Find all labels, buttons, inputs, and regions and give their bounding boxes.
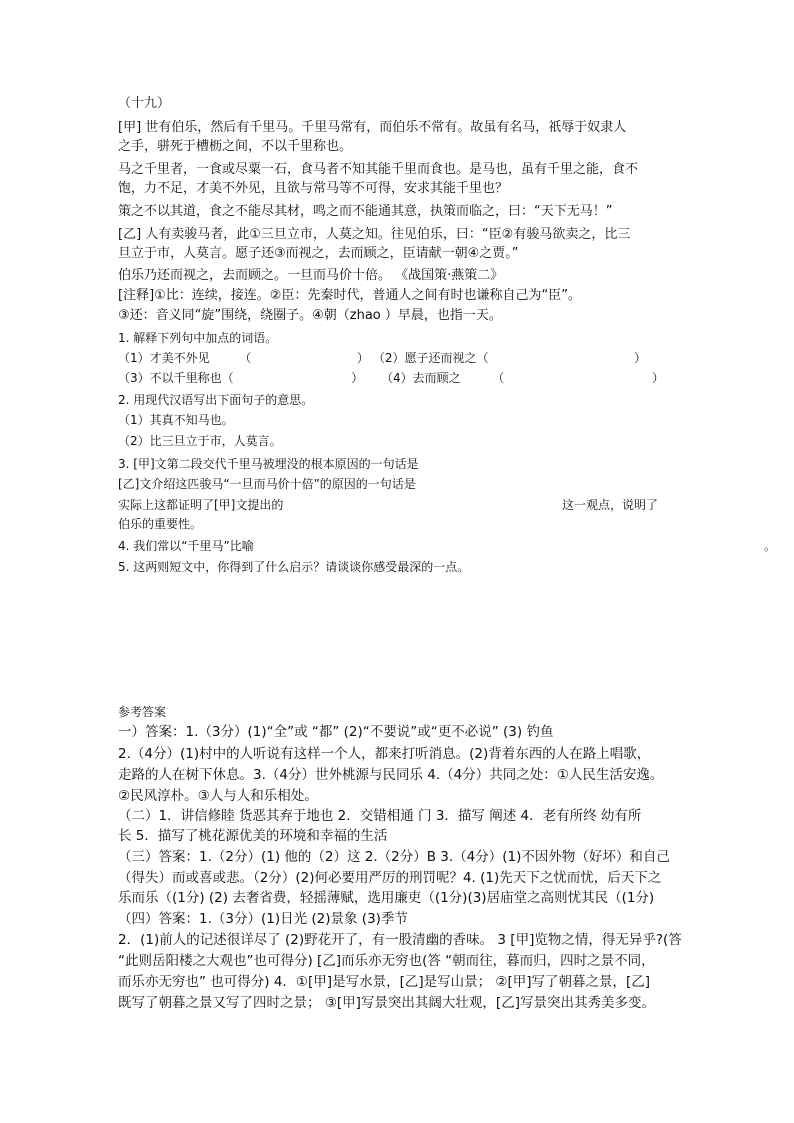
answer-line: （三）答案：1.（2分）(1) 他的（2）这 2.（2分）B 3.（4分）(1)不因外物（好坏）和自己 [118, 849, 670, 865]
passage-line: 伯乐乃还而视之，去而顾之。一旦而马价十倍。 《战国策·燕策二》 [118, 268, 504, 283]
question-2-item-2: （2）比三旦立于市，人莫言。 [118, 434, 282, 448]
passage-line: [甲] 世有伯乐，然后有千里马。千里马常有，而伯乐不常有。故虽有名马，祇辱于奴隶人 [118, 120, 627, 135]
paren-close: ） [356, 351, 369, 365]
passage-line: 饱，力不足，才美不外见，且欲与常马等不可得，安求其能千里也？ [118, 181, 509, 196]
question-1-row-2 [118, 368, 664, 388]
answer-line: 长 5．描写了桃花源优美的环境和幸福的生活 [118, 828, 388, 844]
question-3-line-4: 伯乐的重要性。 [118, 517, 203, 531]
question-1: 1. 解释下列句中加点的词语。 [118, 331, 278, 345]
question-1-item-4: （4）去而顾之 [380, 371, 461, 385]
paren-close: ） [634, 351, 647, 365]
passage-line: 之手，骈死于槽枥之间，不以千里称也。 [118, 139, 353, 154]
question-1-row-1 [118, 348, 646, 368]
annotation-line: ③还：音义同“旋”围绕，绕圈子。④朝（zhao ）早晨，也指一天。 [118, 308, 502, 323]
answer-line: 既写了朝暮之景又写了四时之景； ③[甲]写景突出其阔大壮观，[乙]写景突出其秀美多变。 [118, 995, 655, 1011]
answer-line: 一）答案：1.（3分）(1)“全”或 “都” (2)“不要说”或“更不必说” (3) 钓鱼 [118, 724, 554, 740]
answer-line: （得失）而或喜或悲。（2分）(2)何必要用严厉的刑罚呢？4. (1)先天下之忧而忧，后天下之 [118, 870, 662, 886]
question-3-line-2: [乙]文介绍这匹骏马“一旦而马价十倍”的原因的一句话是 [118, 477, 416, 491]
passage-line: 旦立于市，人莫言。愿子还③而视之，去而顾之，臣请献一朝④之贾。” [118, 246, 519, 261]
answers-title: 参考答案 [118, 705, 167, 719]
question-3: 3. [甲]文第二段交代千里马被埋没的根本原因的一句话是 [118, 457, 419, 471]
annotation-line: [注释]①比：连续，接连。②臣：先秦时代，普通人之间有时也谦称自己为“臣”。 [118, 288, 581, 303]
answer-line: “此则岳阳楼之大观也”也可得分) [乙]而乐亦无穷也(答 “朝而往，暮而归，四时之景不同， [118, 953, 655, 969]
passage-line: [乙] 人有卖骏马者，此①三旦立市，人莫之知。往见伯乐，曰：“臣②有骏马欲卖之，比三 [118, 227, 631, 242]
question-2-item-1: （1）其真不知马也。 [118, 413, 234, 427]
answer-line: 走路的人在树下休息。3.（4分）世外桃源与民同乐 4.（4分）共同之处：①人民生活安逸。 [118, 767, 664, 783]
paren-close: ） [351, 371, 364, 385]
question-1-item-3: （3）不以千里称也（ [118, 371, 234, 385]
question-2: 2. 用现代汉语写出下面句子的意思。 [118, 393, 314, 407]
question-5: 5. 这两则短文中，你得到了什么启示？请谈谈你感受最深的一点。 [118, 560, 470, 574]
question-4: 4. 我们常以“千里马”比喻 [118, 539, 254, 553]
paren-open: （ [492, 371, 505, 385]
answer-line: 乐而乐（(1分) (2) 去奢省费，轻摇薄赋，选用廉吏（(1分)(3)居庙堂之高则忧其民（(1分) [118, 890, 655, 906]
question-3-line-3: 实际上这都证明了[甲]文提出的 [118, 498, 284, 512]
section-number: （十九） [118, 96, 171, 111]
answer-line: ②民风淳朴。③人与人和乐相处。 [118, 788, 318, 804]
answer-line: 而乐亦无穷也” 也可得分) 4．①[甲]是写水景，[乙]是写山景； ②[甲]写了朝暮之景，[乙] [118, 974, 651, 990]
question-4-end: 。 [764, 539, 777, 553]
answer-line: 2.（4分）(1)村中的人听说有这样一个人，都来打听消息。(2)背着东西的人在路上唱歌， [118, 746, 651, 762]
passage-line: 马之千里者，一食或尽粟一石，食马者不知其能千里而食也。是马也，虽有千里之能，食不 [118, 162, 639, 177]
passage-line: 策之不以其道，食之不能尽其材，鸣之而不能通其意，执策而临之，曰：“天下无马！” [118, 204, 613, 219]
question-1-item-1: （1）才美不外见 [118, 351, 210, 365]
answer-line: 2．(1)前人的记述很详尽了 (2)野花开了，有一股清幽的香味。 3 [甲]览物之情，得无异乎?(答 [118, 932, 682, 948]
answer-line: （四）答案：1.（3分）(1)日光 (2)景象 (3)季节 [118, 911, 408, 927]
answer-line: （二）1．讲信修睦 货恶其弃于地也 2．交错相通 门 3．描写 阐述 4．老有所终 幼有所 [118, 808, 642, 824]
paren-open: （ [239, 351, 252, 365]
paren-close: ） [651, 371, 664, 385]
question-3-line-3-end: 这一观点，说明了 [562, 498, 659, 512]
question-1-item-2: （2）愿子还而视之（ [372, 351, 489, 365]
